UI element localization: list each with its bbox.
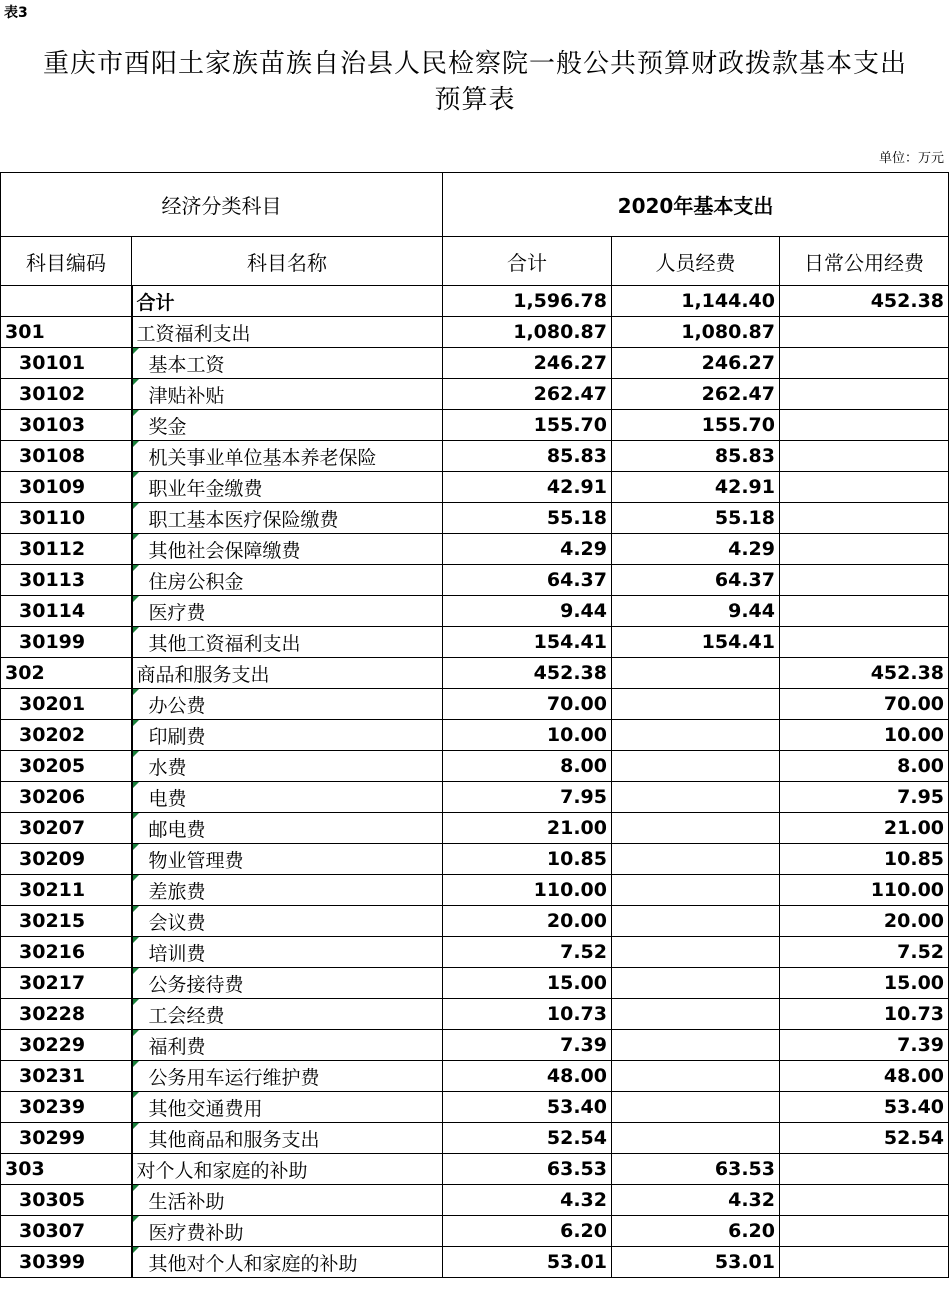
title-line-2: 预算表 <box>434 85 516 115</box>
row-public <box>780 348 949 379</box>
row-public: 15.00 <box>780 968 949 999</box>
row-public <box>780 1185 949 1216</box>
cell-marker-icon <box>133 1123 139 1129</box>
row-public: 7.52 <box>780 937 949 968</box>
row-total: 63.53 <box>443 1154 612 1185</box>
row-total: 42.91 <box>443 472 612 503</box>
row-personnel: 246.27 <box>612 348 780 379</box>
row-name: 奖金 <box>148 415 187 438</box>
row-name: 商品和服务支出 <box>136 663 270 686</box>
row-code: 301 <box>1 317 132 348</box>
header-personnel: 人员经费 <box>612 237 780 286</box>
row-public: 21.00 <box>780 813 949 844</box>
row-name: 住房公积金 <box>148 570 244 593</box>
row-name: 电费 <box>148 787 187 810</box>
row-name: 基本工资 <box>148 353 225 376</box>
row-total: 7.39 <box>443 1030 612 1061</box>
table-row <box>1 689 949 720</box>
cell-marker-icon <box>133 503 139 509</box>
row-personnel: 1,144.40 <box>612 286 780 317</box>
table-row <box>1 875 949 906</box>
row-personnel <box>612 844 780 875</box>
row-total: 9.44 <box>443 596 612 627</box>
table-row <box>1 844 949 875</box>
header-name: 科目名称 <box>132 237 443 286</box>
row-code: 30231 <box>1 1061 132 1092</box>
table-row <box>1 937 949 968</box>
row-code: 30102 <box>1 379 132 410</box>
row-name-cell <box>132 410 443 441</box>
row-name-cell <box>132 286 443 317</box>
row-public: 7.39 <box>780 1030 949 1061</box>
table-row <box>1 441 949 472</box>
row-name: 福利费 <box>148 1035 206 1058</box>
row-personnel <box>612 875 780 906</box>
row-total: 15.00 <box>443 968 612 999</box>
row-personnel: 53.01 <box>612 1247 780 1278</box>
row-name-cell <box>132 751 443 782</box>
page-title <box>0 46 950 118</box>
cell-marker-icon <box>133 1092 139 1098</box>
header-total: 合计 <box>443 237 612 286</box>
row-name: 物业管理费 <box>148 849 244 872</box>
row-total: 10.85 <box>443 844 612 875</box>
row-code: 302 <box>1 658 132 689</box>
row-total: 21.00 <box>443 813 612 844</box>
header-row-1 <box>1 173 949 237</box>
row-public <box>780 503 949 534</box>
row-personnel: 6.20 <box>612 1216 780 1247</box>
table-row <box>1 565 949 596</box>
row-public: 20.00 <box>780 906 949 937</box>
row-name: 水费 <box>148 756 187 779</box>
row-code: 30228 <box>1 999 132 1030</box>
row-name: 合计 <box>136 291 175 314</box>
cell-marker-icon <box>133 596 139 602</box>
row-public <box>780 441 949 472</box>
row-code: 30205 <box>1 751 132 782</box>
row-code: 30209 <box>1 844 132 875</box>
cell-marker-icon <box>133 627 139 633</box>
row-public: 48.00 <box>780 1061 949 1092</box>
row-personnel <box>612 968 780 999</box>
header-public: 日常公用经费 <box>780 237 949 286</box>
cell-marker-icon <box>133 844 139 850</box>
row-name-cell <box>132 782 443 813</box>
row-public <box>780 379 949 410</box>
row-code: 30216 <box>1 937 132 968</box>
table-row <box>1 1092 949 1123</box>
table-row <box>1 906 949 937</box>
row-code: 30110 <box>1 503 132 534</box>
header-row-2 <box>1 237 949 286</box>
row-code: 30239 <box>1 1092 132 1123</box>
row-name: 其他商品和服务支出 <box>148 1128 320 1151</box>
row-personnel: 1,080.87 <box>612 317 780 348</box>
cell-marker-icon <box>133 534 139 540</box>
row-personnel <box>612 720 780 751</box>
row-code: 303 <box>1 1154 132 1185</box>
row-total: 4.32 <box>443 1185 612 1216</box>
row-total: 20.00 <box>443 906 612 937</box>
row-name: 对个人和家庭的补助 <box>136 1159 308 1182</box>
table-row <box>1 410 949 441</box>
row-total: 53.40 <box>443 1092 612 1123</box>
cell-marker-icon <box>133 348 139 354</box>
row-name-cell <box>132 844 443 875</box>
row-total: 155.70 <box>443 410 612 441</box>
row-personnel: 4.29 <box>612 534 780 565</box>
row-total: 4.29 <box>443 534 612 565</box>
row-name-cell <box>132 317 443 348</box>
row-code: 30215 <box>1 906 132 937</box>
row-name-cell <box>132 534 443 565</box>
row-name: 邮电费 <box>148 818 206 841</box>
table-row <box>1 596 949 627</box>
cell-marker-icon <box>133 1030 139 1036</box>
table-row <box>1 1185 949 1216</box>
row-total: 7.95 <box>443 782 612 813</box>
row-public: 452.38 <box>780 286 949 317</box>
cell-marker-icon <box>133 999 139 1005</box>
row-code: 30305 <box>1 1185 132 1216</box>
row-code: 30399 <box>1 1247 132 1278</box>
row-name: 医疗费 <box>148 601 206 624</box>
row-name-cell <box>132 658 443 689</box>
cell-marker-icon <box>133 1247 139 1253</box>
table-row <box>1 286 949 317</box>
row-total: 154.41 <box>443 627 612 658</box>
row-code: 30207 <box>1 813 132 844</box>
row-name-cell <box>132 1185 443 1216</box>
row-code: 30101 <box>1 348 132 379</box>
table-row <box>1 472 949 503</box>
row-name-cell <box>132 503 443 534</box>
table-row <box>1 627 949 658</box>
row-name-cell <box>132 1061 443 1092</box>
header-econ-class: 经济分类科目 <box>1 173 443 237</box>
row-code: 30113 <box>1 565 132 596</box>
table-row <box>1 782 949 813</box>
row-public <box>780 596 949 627</box>
row-total: 6.20 <box>443 1216 612 1247</box>
row-personnel: 63.53 <box>612 1154 780 1185</box>
row-name: 公务用车运行维护费 <box>148 1066 320 1089</box>
cell-marker-icon <box>133 441 139 447</box>
row-personnel <box>612 782 780 813</box>
row-code: 30206 <box>1 782 132 813</box>
row-name: 印刷费 <box>148 725 206 748</box>
cell-marker-icon <box>133 906 139 912</box>
table-row <box>1 968 949 999</box>
cell-marker-icon <box>133 689 139 695</box>
cell-marker-icon <box>133 937 139 943</box>
row-name-cell <box>132 720 443 751</box>
row-personnel: 4.32 <box>612 1185 780 1216</box>
row-name-cell <box>132 999 443 1030</box>
row-personnel: 55.18 <box>612 503 780 534</box>
row-code: 30112 <box>1 534 132 565</box>
row-name: 机关事业单位基本养老保险 <box>148 446 377 469</box>
row-personnel <box>612 1123 780 1154</box>
table-row <box>1 348 949 379</box>
cell-marker-icon <box>133 379 139 385</box>
row-public <box>780 565 949 596</box>
cell-marker-icon <box>133 1216 139 1222</box>
row-code: 30299 <box>1 1123 132 1154</box>
row-name-cell <box>132 1216 443 1247</box>
row-public: 10.85 <box>780 844 949 875</box>
row-public: 7.95 <box>780 782 949 813</box>
row-total: 262.47 <box>443 379 612 410</box>
row-name: 职工基本医疗保险缴费 <box>148 508 339 531</box>
row-name: 生活补助 <box>148 1190 225 1213</box>
row-name-cell <box>132 627 443 658</box>
table-row <box>1 1030 949 1061</box>
row-personnel <box>612 751 780 782</box>
row-public: 10.73 <box>780 999 949 1030</box>
table-row <box>1 503 949 534</box>
row-name-cell <box>132 813 443 844</box>
budget-table <box>0 172 949 1278</box>
row-total: 8.00 <box>443 751 612 782</box>
table-row <box>1 720 949 751</box>
table-row <box>1 813 949 844</box>
row-name: 办公费 <box>148 694 206 717</box>
row-public: 110.00 <box>780 875 949 906</box>
row-name-cell <box>132 906 443 937</box>
row-name-cell <box>132 1247 443 1278</box>
row-total: 52.54 <box>443 1123 612 1154</box>
row-public: 452.38 <box>780 658 949 689</box>
row-public <box>780 1154 949 1185</box>
row-name-cell <box>132 472 443 503</box>
table-row <box>1 1154 949 1185</box>
row-public <box>780 1247 949 1278</box>
row-personnel: 9.44 <box>612 596 780 627</box>
row-code: 30103 <box>1 410 132 441</box>
row-personnel: 155.70 <box>612 410 780 441</box>
row-name-cell <box>132 1092 443 1123</box>
row-name: 医疗费补助 <box>148 1221 244 1244</box>
row-personnel: 42.91 <box>612 472 780 503</box>
row-name-cell <box>132 565 443 596</box>
row-total: 64.37 <box>443 565 612 596</box>
row-name: 工会经费 <box>148 1004 225 1027</box>
row-total: 1,596.78 <box>443 286 612 317</box>
row-public <box>780 472 949 503</box>
row-personnel <box>612 1030 780 1061</box>
table-row <box>1 1247 949 1278</box>
row-total: 10.73 <box>443 999 612 1030</box>
row-code: 30307 <box>1 1216 132 1247</box>
row-code: 30211 <box>1 875 132 906</box>
row-public <box>780 410 949 441</box>
row-total: 53.01 <box>443 1247 612 1278</box>
row-code: 30202 <box>1 720 132 751</box>
row-code: 30108 <box>1 441 132 472</box>
row-name: 差旅费 <box>148 880 206 903</box>
row-total: 7.52 <box>443 937 612 968</box>
row-name: 培训费 <box>148 942 206 965</box>
row-code <box>1 286 132 317</box>
row-public <box>780 534 949 565</box>
row-public <box>780 627 949 658</box>
row-code: 30229 <box>1 1030 132 1061</box>
table-number: 表3 <box>4 5 28 21</box>
row-name-cell <box>132 379 443 410</box>
row-name: 津贴补贴 <box>148 384 225 407</box>
row-total: 55.18 <box>443 503 612 534</box>
row-public <box>780 317 949 348</box>
table-row <box>1 1061 949 1092</box>
table-row <box>1 534 949 565</box>
row-name: 其他社会保障缴费 <box>148 539 301 562</box>
row-personnel <box>612 1092 780 1123</box>
cell-marker-icon <box>133 968 139 974</box>
row-personnel: 262.47 <box>612 379 780 410</box>
row-personnel: 154.41 <box>612 627 780 658</box>
row-name: 其他交通费用 <box>148 1097 263 1120</box>
row-public: 10.00 <box>780 720 949 751</box>
row-name-cell <box>132 441 443 472</box>
cell-marker-icon <box>133 720 139 726</box>
row-code: 30109 <box>1 472 132 503</box>
row-public: 70.00 <box>780 689 949 720</box>
row-personnel <box>612 658 780 689</box>
row-name-cell <box>132 1123 443 1154</box>
row-total: 110.00 <box>443 875 612 906</box>
row-total: 48.00 <box>443 1061 612 1092</box>
row-public: 52.54 <box>780 1123 949 1154</box>
table-row <box>1 317 949 348</box>
row-personnel <box>612 906 780 937</box>
row-name: 工资福利支出 <box>136 322 251 345</box>
row-personnel <box>612 689 780 720</box>
row-name-cell <box>132 937 443 968</box>
row-public <box>780 1216 949 1247</box>
row-personnel <box>612 999 780 1030</box>
row-name: 其他对个人和家庭的补助 <box>148 1252 358 1275</box>
row-personnel: 64.37 <box>612 565 780 596</box>
cell-marker-icon <box>133 565 139 571</box>
table-row <box>1 751 949 782</box>
row-total: 1,080.87 <box>443 317 612 348</box>
row-name-cell <box>132 596 443 627</box>
row-code: 30201 <box>1 689 132 720</box>
row-total: 85.83 <box>443 441 612 472</box>
table-row <box>1 999 949 1030</box>
row-public: 53.40 <box>780 1092 949 1123</box>
row-code: 30199 <box>1 627 132 658</box>
cell-marker-icon <box>133 875 139 881</box>
cell-marker-icon <box>133 1061 139 1067</box>
cell-marker-icon <box>133 472 139 478</box>
cell-marker-icon <box>133 782 139 788</box>
title-line-1: 重庆市酉阳土家族苗族自治县人民检察院一般公共预算财政拨款基本支出 <box>42 49 907 79</box>
cell-marker-icon <box>133 410 139 416</box>
row-name: 职业年金缴费 <box>148 477 263 500</box>
unit-label: 单位：万元 <box>878 151 944 166</box>
row-name: 公务接待费 <box>148 973 244 996</box>
row-personnel <box>612 937 780 968</box>
cell-marker-icon <box>133 1185 139 1191</box>
row-total: 452.38 <box>443 658 612 689</box>
row-personnel <box>612 813 780 844</box>
cell-marker-icon <box>133 751 139 757</box>
row-name-cell <box>132 1154 443 1185</box>
row-name-cell <box>132 689 443 720</box>
row-total: 70.00 <box>443 689 612 720</box>
header-basic-expense: 2020年基本支出 <box>443 173 949 237</box>
row-personnel: 85.83 <box>612 441 780 472</box>
header-code: 科目编码 <box>1 237 132 286</box>
table-row <box>1 379 949 410</box>
row-name: 其他工资福利支出 <box>148 632 301 655</box>
row-name-cell <box>132 348 443 379</box>
row-total: 10.00 <box>443 720 612 751</box>
row-total: 246.27 <box>443 348 612 379</box>
row-code: 30114 <box>1 596 132 627</box>
table-row <box>1 1123 949 1154</box>
row-public: 8.00 <box>780 751 949 782</box>
table-row <box>1 658 949 689</box>
row-name: 会议费 <box>148 911 206 934</box>
row-personnel <box>612 1061 780 1092</box>
row-name-cell <box>132 875 443 906</box>
cell-marker-icon <box>133 813 139 819</box>
table-row <box>1 1216 949 1247</box>
row-name-cell <box>132 1030 443 1061</box>
row-code: 30217 <box>1 968 132 999</box>
row-name-cell <box>132 968 443 999</box>
